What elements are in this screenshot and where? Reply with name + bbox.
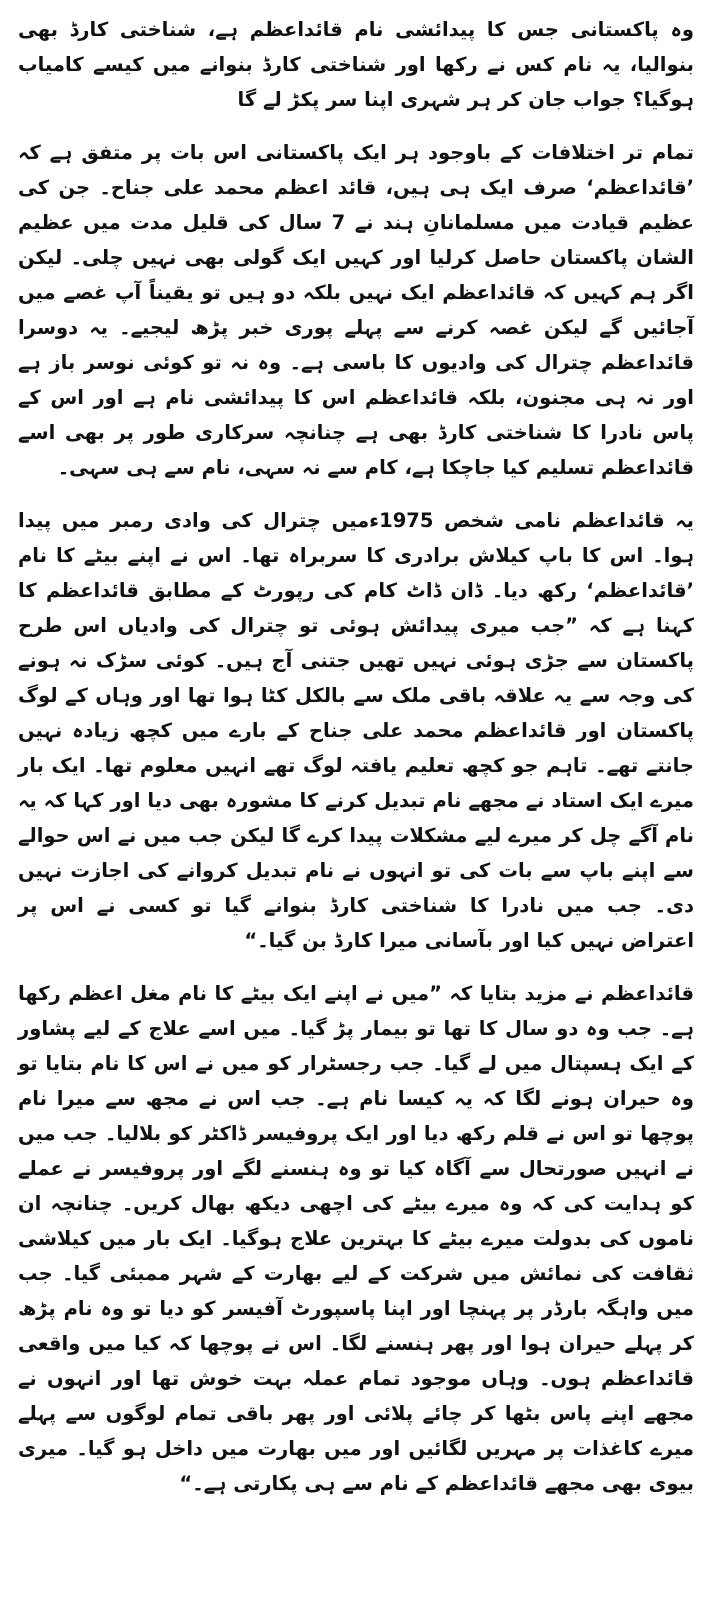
article-paragraph: یہ قائداعظم نامی شخص 1975ءمیں چترال کی وادی رمبر میں پیدا ہوا۔ اس کا باپ کیلاش برادری کا سربراہ تھا۔ اس نے اپنے بیٹے کا نام ’قائداعظم‘ رکھ دیا۔ ڈان ڈاٹ کام کی رپورٹ کے مطابق قائداعظم کا کہنا ہے کہ ”جب میری پیدائش ہوئی تو چترال کی وادیاں اس طرح پاکستان سے جڑی ہوئی نہیں تھیں جتنی آج ہیں۔ کوئی سڑک نہ ہونے کی وجہ سے یہ علاقہ باقی ملک سے بالکل کٹا ہوا تھا اور وہاں کے لوگ پاکستان اور قائداعظم محمد علی جناح کے بارے میں کچھ زیادہ نہیں جانتے تھے۔ تاہم جو کچھ تعلیم یافتہ لوگ تھے انہیں معلوم تھا۔ ایک بار میرے ایک استاد نے مجھے نام تبدیل کرنے کا مشورہ بھی دیا اور کہا کہ یہ نام آگے چل کر میرے لیے مشکلات پیدا کرے گا لیکن جب میں نے اس حوالے سے اپنے باپ سے بات کی تو انہوں نے نام تبدیل کروانے کی اجازت نہیں دی۔ جب میں نادرا کا شناختی کارڈ بنوانے گیا تو کسی نے اس پر اعتراض نہیں کیا اور بآسانی میرا کارڈ بن گیا۔“ [18,509,695,952]
article-paragraph: قائداعظم نے مزید بتایا کہ ”میں نے اپنے ایک بیٹے کا نام مغل اعظم رکھا ہے۔ جب وہ دو سال کا تھا تو بیمار پڑ گیا۔ میں اسے علاج کے لیے پشاور کے ایک ہسپتال میں لے گیا۔ جب رجسٹرار کو میں نے اس کا نام بتایا تو وہ حیران ہونے لگا کہ یہ کیسا نام ہے۔ جب اس نے مجھ سے میرا نام پوچھا تو اس نے قلم رکھ دیا اور ایک پروفیسر ڈاکٹر کو بلالیا۔ جب میں نے انہیں صورتحال سے آگاہ کیا تو وہ ہنسنے لگے اور پروفیسر نے عملے کو ہدایت کی کہ وہ میرے بیٹے کی اچھی دیکھ بھال کریں۔ چنانچہ ان ناموں کی بدولت میرے بیٹے کا بہترین علاج ہوگیا۔ ایک بار میں کیلاشی ثقافت کی نمائش میں شرکت کے لیے بھارت کے شہر ممبئی گیا۔ جب میں واہگہ بارڈر پر پہنچا اور اپنا پاسپورٹ آفیسر کو دیا تو وہ نام پڑھ کر پہلے حیران ہوا اور پھر ہنسنے لگا۔ اس نے پوچھا کہ کیا میں واقعی قائداعظم ہوں۔ وہاں موجود تمام عملہ بہت خوش تھا اور انہوں نے مجھے اپنے پاس بٹھا کر چائے پلائی اور پھر باقی تمام لوگوں سے پہلے میرے کاغذات پر مہریں لگائیں اور میں بھارت میں داخل ہو گیا۔ میری بیوی بھی مجھے قائداعظم کے نام سے ہی پکارتی ہے۔“ [18,982,694,1495]
article-paragraph: تمام تر اختلافات کے باوجود ہر ایک پاکستانی اس بات پر متفق ہے کہ ’قائداعظم‘ صرف ایک ہی ہیں، قائد اعظم محمد علی جناح۔ جن کی عظیم قیادت میں مسلمانانِ ہند نے 7 سال کی قلیل مدت میں عظیم الشان پاکستان حاصل کرلیا اور کہیں ایک گولی بھی نہیں چلی۔ لیکن اگر ہم کہیں کہ قائداعظم ایک نہیں بلکہ دو ہیں تو یقیناً آپ غصے میں آجائیں گے لیکن غصہ کرنے سے پہلے پوری خبر پڑھ لیجیے۔ یہ دوسرا قائداعظم چترال کی وادیوں کا باسی ہے۔ وہ نہ تو کوئی نوسر باز ہے اور نہ ہی مجنون، بلکہ قائداعظم اس کا پیدائشی نام ہے اور اس کے پاس نادرا کا شناختی کارڈ بھی ہے چنانچہ سرکاری طور پر بھی اسے قائداعظم تسلیم کیا جاچکا ہے، کام سے نہ سہی، نام سے ہی سہی۔ [18,141,694,479]
article-headline-paragraph: وہ پاکستانی جس کا پیدائشی نام قائداعظم ہے، شناختی کارڈ بھی بنوالیا، یہ نام کس نے رکھا اور شناختی کارڈ بنوانے میں کیسے کامیاب ہوگیا؟ جواب جان کر ہر شہری اپنا سر پکڑ لے گا [18,18,694,111]
